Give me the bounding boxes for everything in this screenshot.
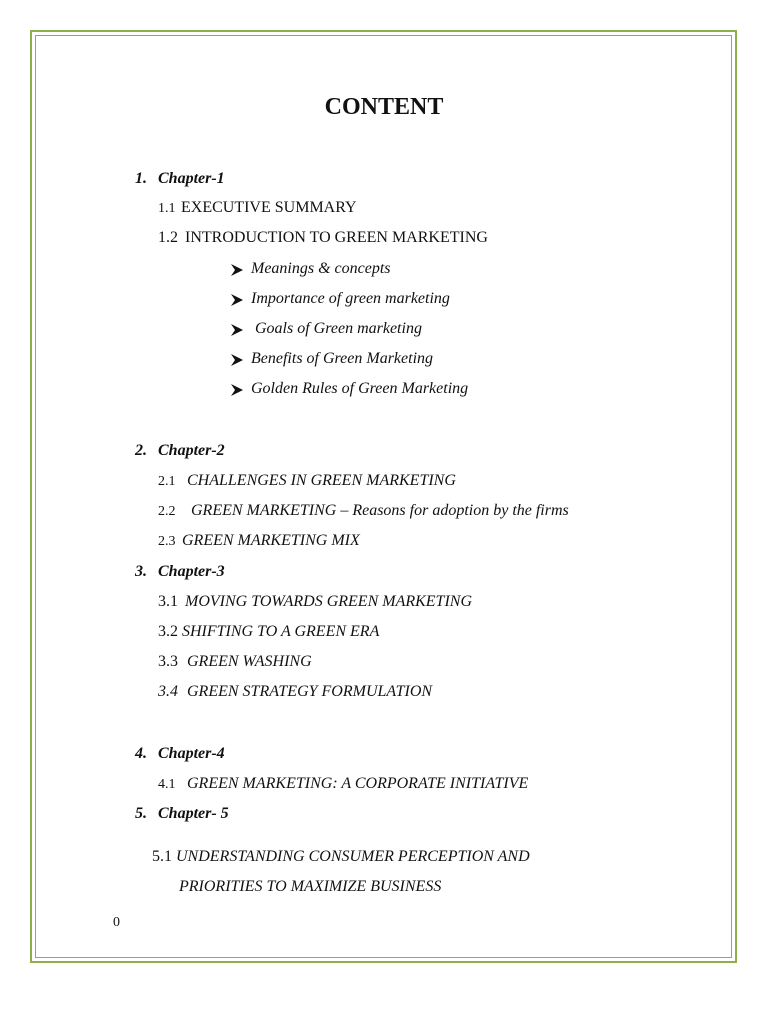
section-3-3-number: 3.3	[158, 653, 178, 670]
chapter-4-heading: Chapter-4	[158, 745, 225, 762]
section-1-1-number: 1.1	[158, 201, 176, 216]
chapter-1-heading: Chapter-1	[158, 170, 225, 187]
arrow-bullet-icon	[230, 323, 244, 337]
section-3-2-title: SHIFTING TO A GREEN ERA	[182, 623, 380, 640]
section-3-1-title: MOVING TOWARDS GREEN MARKETING	[185, 593, 473, 610]
section-1-1-title: EXECUTIVE SUMMARY	[181, 199, 357, 216]
chapter-1-number: 1.	[135, 170, 147, 187]
chapter-4-number: 4.	[135, 745, 147, 762]
chapter-5-heading: Chapter- 5	[158, 805, 229, 822]
section-3-4-number: 3.4	[158, 683, 178, 700]
page-title: CONTENT	[324, 94, 444, 120]
section-3-1-number: 3.1	[158, 593, 178, 610]
bullet-importance: Importance of green marketing	[251, 290, 450, 307]
bullet-golden-rules: Golden Rules of Green Marketing	[251, 380, 469, 397]
section-3-4-title: GREEN STRATEGY FORMULATION	[187, 683, 433, 700]
section-2-2-number: 2.2	[158, 504, 176, 519]
section-2-3-title: GREEN MARKETING MIX	[182, 532, 360, 549]
bullet-meanings-concepts: Meanings & concepts	[251, 260, 391, 277]
section-2-1-title: CHALLENGES IN GREEN MARKETING	[187, 472, 456, 489]
section-2-2-title: GREEN MARKETING – Reasons for adoption by the firms	[191, 502, 569, 519]
section-2-1-number: 2.1	[158, 474, 176, 489]
chapter-2-heading: Chapter-2	[158, 442, 225, 459]
chapter-3-number: 3.	[135, 563, 147, 580]
section-4-1-title: GREEN MARKETING: A CORPORATE INITIATIVE	[187, 775, 529, 792]
page-number: 0	[113, 915, 120, 930]
section-4-1-number: 4.1	[158, 777, 176, 792]
arrow-bullet-icon	[230, 263, 244, 277]
section-1-2-title: INTRODUCTION TO GREEN MARKETING	[185, 229, 488, 246]
arrow-bullet-icon	[230, 353, 244, 367]
bullet-goals: Goals of Green marketing	[251, 320, 422, 337]
section-5-1-number: 5.1	[152, 848, 172, 865]
arrow-bullet-icon	[230, 383, 244, 397]
bullet-benefits: Benefits of Green Marketing	[251, 350, 434, 367]
section-5-1-title: UNDERSTANDING CONSUMER PERCEPTION AND	[176, 848, 530, 865]
chapter-5-number: 5.	[135, 805, 147, 822]
section-2-3-number: 2.3	[158, 534, 176, 549]
arrow-bullet-icon	[230, 293, 244, 307]
section-3-2-number: 3.2	[158, 623, 178, 640]
section-1-2-number: 1.2	[158, 229, 178, 246]
chapter-2-number: 2.	[135, 442, 147, 459]
section-3-3-title: GREEN WASHING	[187, 653, 312, 670]
chapter-3-heading: Chapter-3	[158, 563, 225, 580]
section-5-1-title-continued: PRIORITIES TO MAXIMIZE BUSINESS	[179, 878, 442, 895]
